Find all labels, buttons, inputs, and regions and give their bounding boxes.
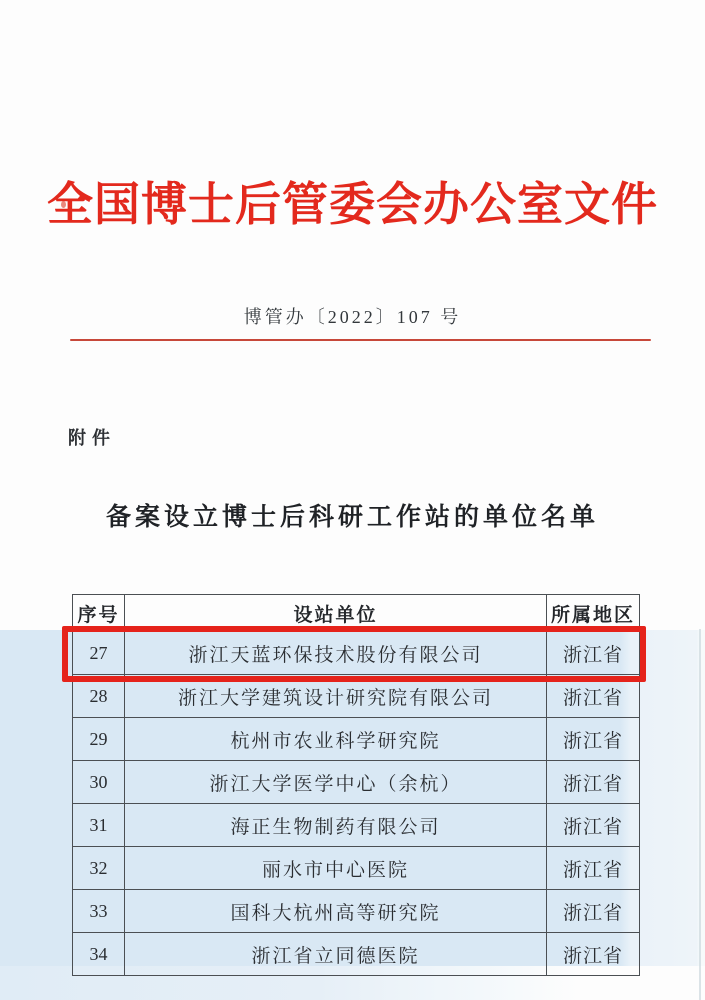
row-number: 34: [73, 933, 125, 976]
list-title: 备案设立博士后科研工作站的单位名单: [105, 504, 599, 531]
header-no: 序号: [73, 595, 125, 632]
header-region: 所属地区: [547, 595, 640, 632]
row-region: 浙江省: [547, 890, 640, 933]
table-row: [73, 718, 640, 761]
row-unit: 丽水市中心医院: [125, 847, 547, 890]
row-number: 27: [73, 632, 125, 675]
red-divider-rule: [70, 339, 651, 341]
header-unit: 设站单位: [125, 595, 547, 632]
row-unit: 国科大杭州高等研究院: [125, 890, 547, 933]
row-unit: 浙江大学建筑设计研究院有限公司: [125, 675, 547, 718]
table-header-row: [73, 595, 640, 632]
row-unit: 杭州市农业科学研究院: [125, 718, 547, 761]
row-region: 浙江省: [547, 847, 640, 890]
table-row: [73, 761, 640, 804]
row-region: 浙江省: [547, 675, 640, 718]
row-unit: 浙江天蓝环保技术股份有限公司: [125, 632, 547, 675]
row-number: 32: [73, 847, 125, 890]
scan-page-edge: [699, 629, 701, 1000]
unit-table: [72, 594, 640, 976]
attachment-label: 附件: [68, 428, 116, 448]
row-unit: 浙江省立同德医院: [125, 933, 547, 976]
row-number: 28: [73, 675, 125, 718]
table-row-highlighted: [73, 632, 640, 675]
row-number: 31: [73, 804, 125, 847]
document-title: 全国博士后管委会办公室文件: [47, 179, 658, 230]
table-row: [73, 804, 640, 847]
table-row: [73, 675, 640, 718]
table-row: [73, 933, 640, 976]
row-number: 30: [73, 761, 125, 804]
table-row: [73, 890, 640, 933]
row-region: 浙江省: [547, 933, 640, 976]
row-region: 浙江省: [547, 761, 640, 804]
row-unit: 海正生物制药有限公司: [125, 804, 547, 847]
row-number: 29: [73, 718, 125, 761]
table-row: [73, 847, 640, 890]
row-unit: 浙江大学医学中心（余杭）: [125, 761, 547, 804]
row-number: 33: [73, 890, 125, 933]
table-body: [73, 632, 640, 976]
row-region: 浙江省: [547, 632, 640, 675]
row-region: 浙江省: [547, 804, 640, 847]
document-number: 博管办〔2022〕107 号: [243, 307, 462, 327]
row-region: 浙江省: [547, 718, 640, 761]
